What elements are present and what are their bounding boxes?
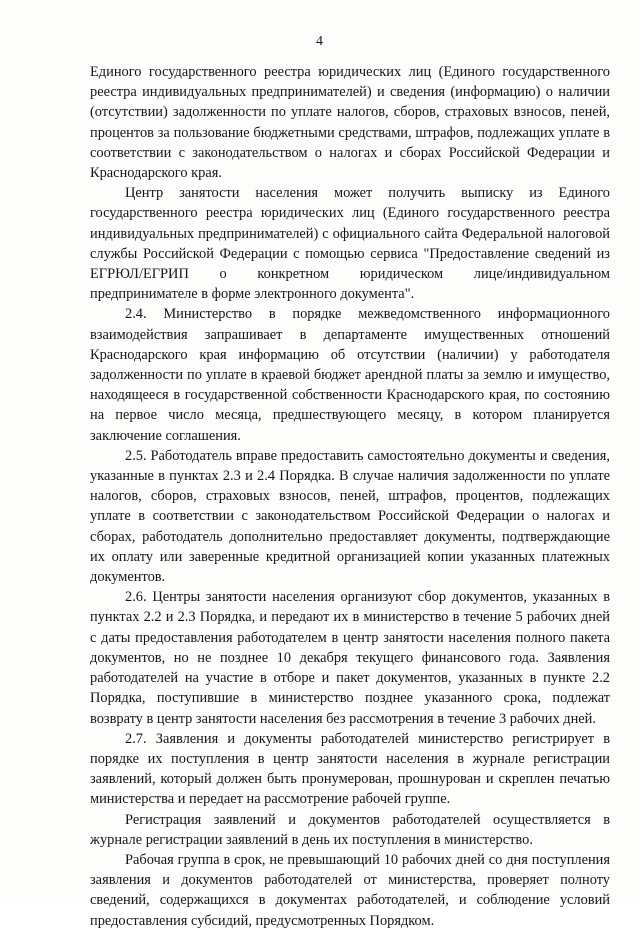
paragraph-egrul-extract: Центр занятости населения может получить выписку из Единого государственного реестра юридических лиц (Единого государственного реестра индивидуальных предпринимателей) с официального сайта Федеральной налоговой службы Российской Федерации с помощью сервиса "Предоставление сведений из ЕГРЮЛ/ЕГРИП о конкретном юридическом лице/индивидуальном предпринимателе в форме электронного документа".: [90, 185, 610, 303]
paragraph-continuation: Единого государственного реестра юридических лиц (Единого государственного реестра индивидуальных предпринимателей) и сведения (информацию) о наличии (отсутствии) задолженности по уплате налогов, сборов, страховых взносов, пеней, процентов за пользование бюджетными средствами, штрафов, подлежащих уплате в соответствии с законодательством о налогах и сборах Российской Федерации и Краснодарского края.: [90, 64, 610, 182]
paragraph-2-6: 2.6. Центры занятости населения организуют сбор документов, указанных в пунктах 2.2 и 2.3 Порядка, и передают их в министерство в течение 5 рабочих дней с даты предоставления работодателем в центр занятости населения полного пакета документов, но не позднее 10 декабря текущего финансового года. Заявления работодателей на участие в отборе и пакет документов, указанных в пункте 2.2 Порядка, поступившие в министерство позднее указанного срока, подлежат возврату в центр занятости населения без рассмотрения в течение 3 рабочих дней.: [90, 589, 610, 727]
paragraph-2-4: 2.4. Министерство в порядке межведомственного информационного взаимодействия запрашивает в департаменте имущественных отношений Краснодарского края информацию об отсутствии (наличии) у работодателя задолженности по уплате в краевой бюджет арендной платы за землю и имущество, находящееся в государственной собственности Краснодарского края, по состоянию на первое число месяца, предшествующего месяцу, в котором планируется заключение соглашения.: [90, 306, 610, 444]
paragraph-working-group: Рабочая группа в срок, не превышающий 10 рабочих дней со дня поступления заявления и документов работодателей от министерства, проверяет полноту сведений, содержащихся в документах работодателей, и соблюдение условий предоставления субсидий, предусмотренных Порядком.: [90, 851, 610, 929]
document-body: [90, 62, 610, 931]
paragraph-2-5: 2.5. Работодатель вправе предоставить самостоятельно документы и сведения, указанные в пунктах 2.3 и 2.4 Порядка. В случае наличия задолженности по уплате налогов, сборов, страховых взносов, пеней, штрафов, процентов, подлежащих уплате в соответствии с законодательством Российской Федерации о налогах и сборах, работодатель дополнительно предоставляет документы, подтверждающие их оплату или заверенные кредитной организацией копии указанных платежных документов.: [90, 447, 610, 586]
paragraph-2-7: 2.7. Заявления и документы работодателей министерство регистрирует в порядке их поступления в центр занятости населения в журнале регистрации заявлений, который должен быть пронумерован, прошнурован и скреплен печатью министерства и передает на рассмотрение рабочей группе.: [90, 730, 610, 808]
paragraph-registration: Регистрация заявлений и документов работодателей осуществляется в журнале регистрации заявлений в день их поступления в министерство.: [90, 811, 610, 848]
page-number: 4: [316, 34, 323, 49]
